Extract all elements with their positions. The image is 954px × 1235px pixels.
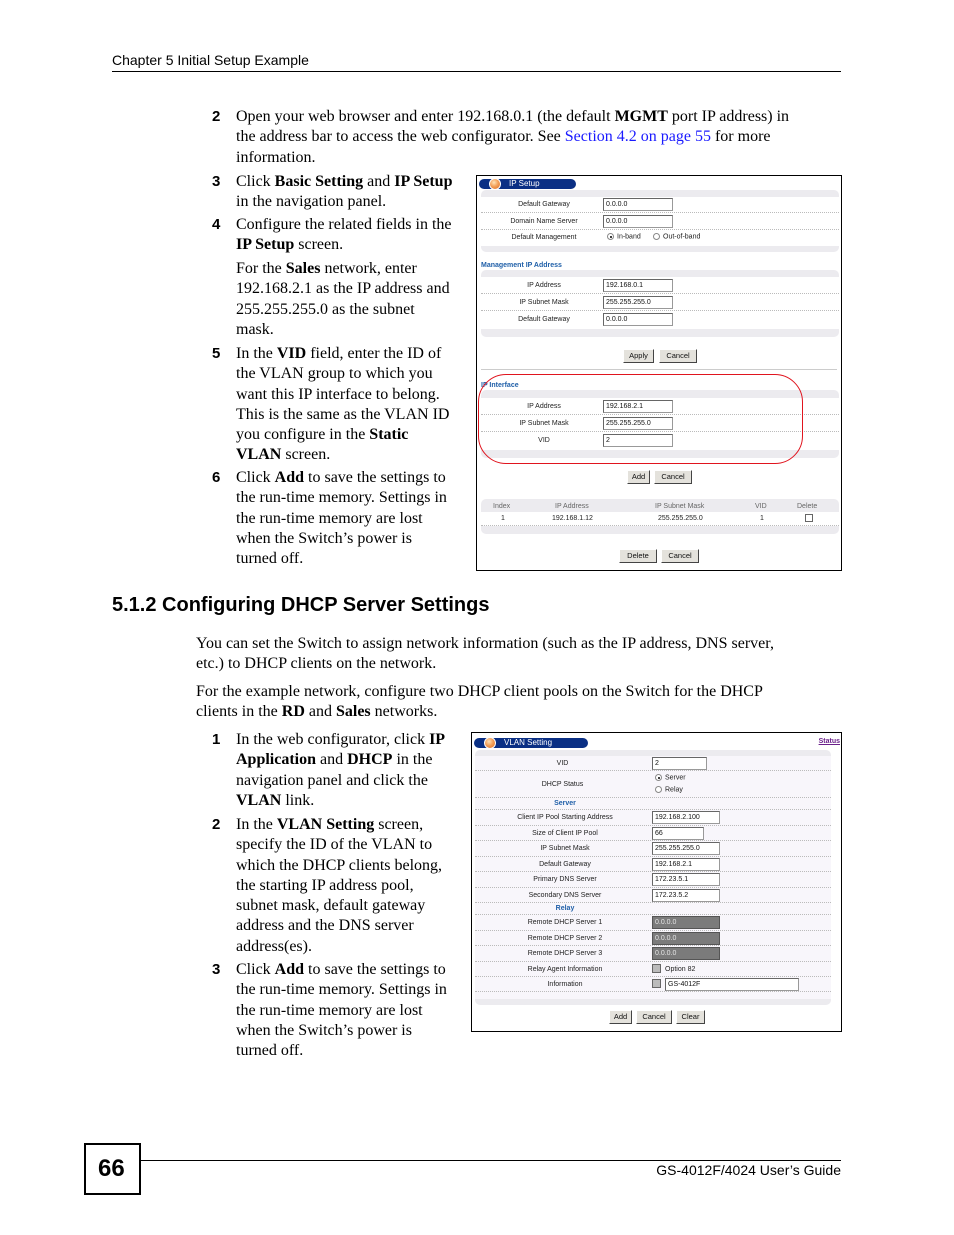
vlan-setting-screenshot — [471, 732, 842, 1032]
field-label: VID — [538, 437, 550, 444]
delete-button[interactable]: Delete — [619, 549, 657, 563]
paragraph-text: networks. — [370, 703, 438, 721]
step-text: for more — [710, 128, 771, 146]
general-panel — [481, 190, 839, 252]
radio-unselected-icon — [655, 786, 662, 793]
information-input[interactable]: GS-4012F — [665, 978, 799, 991]
field-label: Default Gateway — [518, 201, 570, 208]
step-text: information. — [236, 148, 316, 166]
subnet-mask-input[interactable]: 255.255.255.0 — [652, 842, 720, 855]
form-row — [475, 857, 831, 873]
paragraph-line: You can set the Switch to assign network information (such as the IP address, DNS server, — [196, 635, 774, 652]
form-row — [475, 826, 831, 842]
domain-name-server-input[interactable]: 0.0.0.0 — [603, 215, 673, 228]
step-number: 1 — [212, 731, 221, 748]
ip-interface-heading: IP Interface — [481, 382, 519, 389]
field-label: IP Address — [527, 282, 561, 289]
ip-interface-table — [481, 499, 839, 534]
step-number: 4 — [212, 216, 221, 233]
cell-vid: 1 — [760, 515, 764, 522]
table-row — [481, 512, 839, 526]
form-row — [475, 810, 831, 826]
field-label: Remote DHCP Server 2 — [527, 934, 603, 942]
form-row — [481, 277, 839, 294]
column-header: Index — [493, 503, 511, 510]
default-gateway-input[interactable]: 0.0.0.0 — [603, 198, 673, 211]
paragraph-text: clients in the — [196, 703, 282, 721]
step-number: 3 — [212, 961, 221, 978]
section-link[interactable]: Section 4.2 on page 55 — [564, 128, 711, 146]
cell-index: 1 — [501, 515, 505, 522]
remote-dhcp-server-1-input[interactable]: 0.0.0.0 — [652, 916, 720, 929]
field-label: Client IP Pool Starting Address — [517, 814, 613, 821]
form-row — [481, 197, 839, 213]
clear-button[interactable]: Clear — [676, 1010, 705, 1024]
interface-vid-input[interactable]: 2 — [603, 434, 673, 447]
field-label: DHCP Status — [541, 781, 584, 788]
field-label: IP Subnet Mask — [519, 420, 569, 427]
field-label: IP Subnet Mask — [540, 845, 590, 852]
field-label: Secondary DNS Server — [528, 891, 602, 899]
page-number: 66 — [84, 1143, 141, 1195]
field-label: IP Address — [527, 403, 561, 410]
paragraph-text: and — [304, 703, 336, 721]
form-row — [475, 841, 831, 857]
field-label: Remote DHCP Server 3 — [527, 950, 603, 957]
pool-start-input[interactable]: 192.168.2.100 — [652, 811, 720, 824]
step-text: port IP address) in — [667, 108, 790, 125]
radio-in-band[interactable] — [607, 233, 641, 240]
step-number: 3 — [212, 173, 221, 190]
management-ip-heading: Management IP Address — [481, 262, 562, 269]
paragraph-line: For the example network, configure two DHCP client pools on the Switch for the DHCP — [196, 683, 763, 700]
server-heading: Server — [554, 800, 576, 807]
column-header: Delete — [797, 503, 818, 510]
paragraph-intro — [196, 634, 842, 675]
option-82-checkbox[interactable] — [652, 964, 661, 973]
screen-title: IP Setup — [509, 179, 540, 188]
form-row — [475, 962, 831, 977]
radio-label: Server — [665, 774, 686, 782]
radio-selected-icon — [607, 233, 614, 240]
cell-subnet-mask: 255.255.255.0 — [658, 515, 703, 522]
form-row — [481, 214, 839, 230]
interface-ip-address-input[interactable]: 192.168.2.1 — [603, 400, 673, 413]
step-text: Click Add to save the settings to the run-time memory. Settings in the run-time memory are lost when the Switch’s power is turned off. — [236, 469, 447, 568]
field-label: Relay Agent Information — [527, 965, 603, 973]
checkbox-label: Option 82 — [665, 965, 696, 973]
field-label: Remote DHCP Server 1 — [527, 919, 603, 926]
cancel-button[interactable]: Cancel — [654, 470, 692, 484]
form-row — [475, 771, 831, 798]
radio-out-of-band[interactable] — [653, 233, 700, 240]
cancel-button[interactable]: Cancel — [659, 349, 697, 363]
radio-label: Out-of-band — [663, 233, 701, 241]
form-row — [475, 798, 831, 810]
step-text-bold: MGMT — [614, 108, 668, 125]
guide-title: GS-4012F/4024 User’s Guide — [656, 1162, 841, 1178]
management-panel — [481, 270, 839, 337]
remote-dhcp-server-3-input[interactable]: 0.0.0.0 — [652, 947, 720, 960]
form-row — [475, 931, 831, 947]
step-text: For the Sales network, enter 192.168.2.1 as the IP address and 255.255.255.0 as the subnet mask. — [236, 260, 450, 338]
paragraph-bold: RD — [281, 703, 305, 721]
step-number: 6 — [212, 469, 221, 486]
field-label: VID — [556, 760, 569, 767]
form-row — [481, 311, 839, 329]
step-text: In the VID field, enter the ID of the VLAN group to which you want this IP interface to belong. This is the same as the VLAN ID you configure in the Static VLAN screen. — [236, 345, 450, 464]
step-text: the address bar to access the web configurator. See — [236, 128, 565, 146]
column-header: VID — [755, 503, 767, 510]
mgmt-default-gateway-input[interactable]: 0.0.0.0 — [603, 313, 673, 326]
section-heading: 5.1.2 Configuring DHCP Server Settings — [112, 594, 490, 616]
step-number: 2 — [212, 108, 221, 125]
screen-title: VLAN Setting — [504, 738, 553, 747]
form-row — [475, 915, 831, 931]
highlight-oval — [478, 374, 803, 464]
step-number: 5 — [212, 345, 221, 362]
field-label: Domain Name Server — [510, 218, 578, 225]
step-text: Click Basic Setting and IP Setup in the navigation panel. — [236, 173, 453, 211]
radio-unselected-icon — [653, 233, 660, 240]
step-text: Configure the related fields in the IP Setup screen. — [236, 216, 452, 254]
form-row — [475, 756, 831, 771]
secondary-dns-input[interactable]: 172.23.5.2 — [652, 889, 720, 902]
column-header: IP Subnet Mask — [655, 503, 705, 510]
field-label: Information — [547, 980, 583, 988]
radio-label: Relay — [665, 786, 683, 794]
ip-setup-screenshot — [476, 175, 842, 571]
column-header: IP Address — [555, 503, 589, 510]
information-checkbox[interactable] — [652, 979, 661, 988]
running-header: Chapter 5 Initial Setup Example — [112, 52, 309, 68]
field-label: Default Gateway — [539, 860, 591, 868]
field-label: IP Subnet Mask — [519, 299, 569, 306]
form-row — [475, 977, 831, 992]
form-row — [475, 872, 831, 888]
interface-subnet-mask-input[interactable]: 255.255.255.0 — [603, 417, 673, 430]
mgmt-ip-address-input[interactable]: 192.168.0.1 — [603, 279, 673, 292]
remote-dhcp-server-2-input[interactable]: 0.0.0.0 — [652, 932, 720, 945]
form-row — [481, 294, 839, 311]
relay-heading: Relay — [555, 905, 575, 912]
status-link[interactable]: Status — [818, 738, 840, 745]
paragraph-line: etc.) to DHCP clients on the network. — [196, 655, 437, 673]
radio-selected-icon — [655, 774, 662, 781]
form-row — [481, 231, 839, 246]
radio-server[interactable] — [655, 774, 686, 781]
mgmt-subnet-mask-input[interactable]: 255.255.255.0 — [603, 296, 673, 309]
add-button[interactable]: Add — [627, 470, 650, 484]
pool-size-input[interactable]: 66 — [652, 827, 704, 840]
apply-button[interactable]: Apply — [623, 349, 654, 363]
orb-icon — [484, 737, 496, 749]
ip-setup-title-bar — [479, 179, 576, 189]
paragraph-example — [196, 682, 842, 723]
radio-relay[interactable] — [655, 786, 683, 793]
add-button[interactable]: Add — [609, 1010, 632, 1024]
vlan-panel — [475, 750, 831, 1005]
delete-checkbox[interactable] — [805, 514, 813, 522]
vlan-setting-title-bar — [474, 738, 588, 748]
form-row — [475, 903, 831, 915]
form-row — [475, 888, 831, 904]
footer-rule — [141, 1160, 841, 1161]
step-text: Open your web browser and enter 192.168.0.1 (the default — [236, 108, 615, 125]
field-label: Default Management — [511, 234, 577, 241]
field-label: Default Gateway — [518, 316, 570, 323]
step-number: 2 — [212, 816, 221, 833]
default-gateway-input[interactable]: 192.168.2.1 — [652, 858, 720, 871]
cancel-button[interactable]: Cancel — [661, 549, 699, 563]
cell-ip-address: 192.168.1.12 — [552, 515, 593, 522]
field-label: Size of Client IP Pool — [532, 829, 598, 837]
paragraph-bold: Sales — [335, 703, 371, 721]
form-row — [475, 946, 831, 962]
divider — [481, 369, 837, 370]
step-2 — [212, 107, 842, 169]
header-rule — [112, 71, 841, 72]
vid-input[interactable]: 2 — [652, 757, 707, 770]
primary-dns-input[interactable]: 172.23.5.1 — [652, 873, 720, 886]
radio-label: In-band — [617, 233, 641, 241]
cancel-button[interactable]: Cancel — [636, 1010, 672, 1024]
field-label: Primary DNS Server — [533, 876, 597, 883]
orb-icon — [489, 178, 501, 190]
